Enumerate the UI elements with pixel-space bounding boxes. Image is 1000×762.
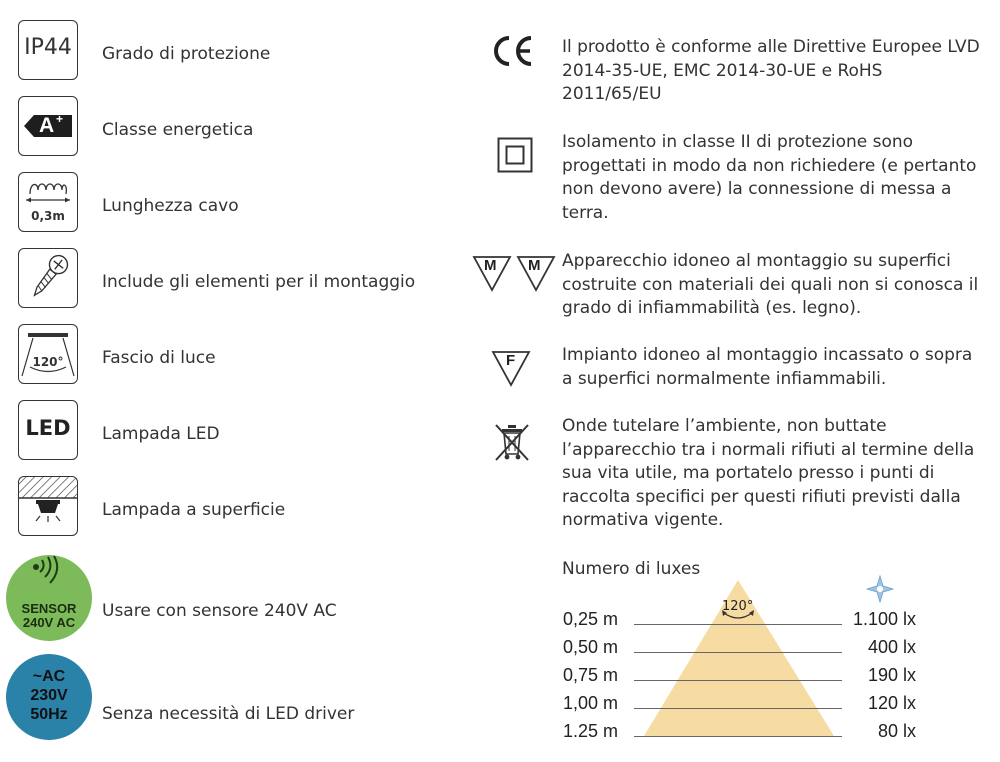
- light-star-icon: [866, 575, 894, 603]
- beam-angle-value: 120°: [32, 355, 64, 369]
- weee-text: Onde tutelare l’ambiente, non buttate l’apparecchio tra i normali rifiuti al termine della sua vita utile, ma portatelo presso i punti di raccolta specifici per questi rifiuti previsti dalla normativa vigente.: [562, 416, 975, 530]
- lux-row-1: 1.100 lx: [852, 609, 916, 629]
- energy-class-plus: +: [56, 112, 64, 126]
- f-mount-text: Impianto idoneo al montaggio incassato o sopra a superfici normalmente infiammabili.: [562, 345, 973, 389]
- class-ii-text: Isolamento in classe II di protezione sono progettati in modo da non richiedere (e pertanto non devono avere) la connessione di messa a terra.: [562, 132, 977, 223]
- ac-badge-line3: 50Hz: [30, 706, 68, 723]
- lux-row-2: 400 lx: [867, 637, 916, 657]
- sensor-badge-line2: 240V AC: [22, 615, 76, 630]
- ac-badge-line2: 230V: [30, 687, 68, 704]
- ac-badge-line1: ~AC: [32, 668, 66, 685]
- sensor-badge-line1: SENSOR: [21, 601, 77, 616]
- ip44-icon: [18, 20, 78, 80]
- energy-class-label: Classe energetica: [102, 120, 254, 140]
- led-icon: [18, 400, 78, 460]
- beam-angle-icon: [18, 324, 78, 384]
- led-lamp-label: Lampada LED: [102, 424, 220, 444]
- cable-length-value: 0,3m: [31, 209, 65, 223]
- distance-row-5: 1.25 m: [563, 721, 619, 741]
- mm-symbol-2: M: [528, 257, 541, 274]
- protection-grade-label: Grado di protezione: [102, 44, 271, 64]
- mounting-elements-label: Include gli elementi per il montaggio: [102, 272, 416, 292]
- distance-line-1: [634, 624, 842, 625]
- energy-class-letter: A: [39, 114, 55, 137]
- energy-class-icon: [18, 96, 78, 156]
- no-driver-label: Senza necessità di LED driver: [102, 704, 355, 724]
- distance-line-2: [634, 652, 842, 653]
- ip44-badge-text: IP44: [24, 35, 72, 60]
- cable-length-icon: [18, 172, 78, 232]
- ce-conformity-text: Il prodotto è conforme alle Direttive Europee LVD 2014-35-UE, EMC 2014-30-UE e RoHS 2011/65/EU: [562, 37, 980, 104]
- class-ii-insulation-icon: [497, 137, 533, 173]
- cone-beam-angle: 120°: [722, 599, 754, 614]
- f-mount-icon: [491, 350, 531, 388]
- distance-row-2: 0,50 m: [563, 637, 619, 657]
- lux-table-title: Numero di luxes: [562, 559, 701, 579]
- sensor-icon: [6, 555, 92, 641]
- surface-lamp-label: Lampada a superficie: [102, 500, 286, 520]
- ac-power-icon: [6, 654, 92, 740]
- distance-line-3: [634, 680, 842, 681]
- distance-line-5: [634, 736, 842, 737]
- lux-row-5: 80 lx: [877, 721, 916, 741]
- sensor-label: Usare con sensore 240V AC: [102, 601, 337, 621]
- light-beam-label: Fascio di luce: [102, 348, 216, 368]
- surface-lamp-icon: [18, 476, 78, 536]
- weee-bin-icon: [493, 422, 531, 462]
- cable-length-label: Lunghezza cavo: [102, 196, 239, 216]
- mm-symbol-1: M: [484, 257, 497, 274]
- lux-row-3: 190 lx: [867, 665, 916, 685]
- led-badge-text: LED: [25, 416, 71, 440]
- screw-icon: [18, 248, 78, 308]
- mm-mount-icon: [472, 255, 556, 293]
- distance-row-1: 0,25 m: [563, 609, 619, 629]
- f-symbol: F: [506, 352, 516, 369]
- distance-line-4: [634, 708, 842, 709]
- lux-row-4: 120 lx: [867, 693, 916, 713]
- mm-mount-text: Apparecchio idoneo al montaggio su superfici costruite con materiali dei quali non si conosca il grado di infiammabilità (es. legno).: [562, 251, 979, 318]
- distance-row-3: 0,75 m: [563, 665, 619, 685]
- distance-row-4: 1,00 m: [563, 693, 619, 713]
- ce-mark-icon: [490, 34, 536, 68]
